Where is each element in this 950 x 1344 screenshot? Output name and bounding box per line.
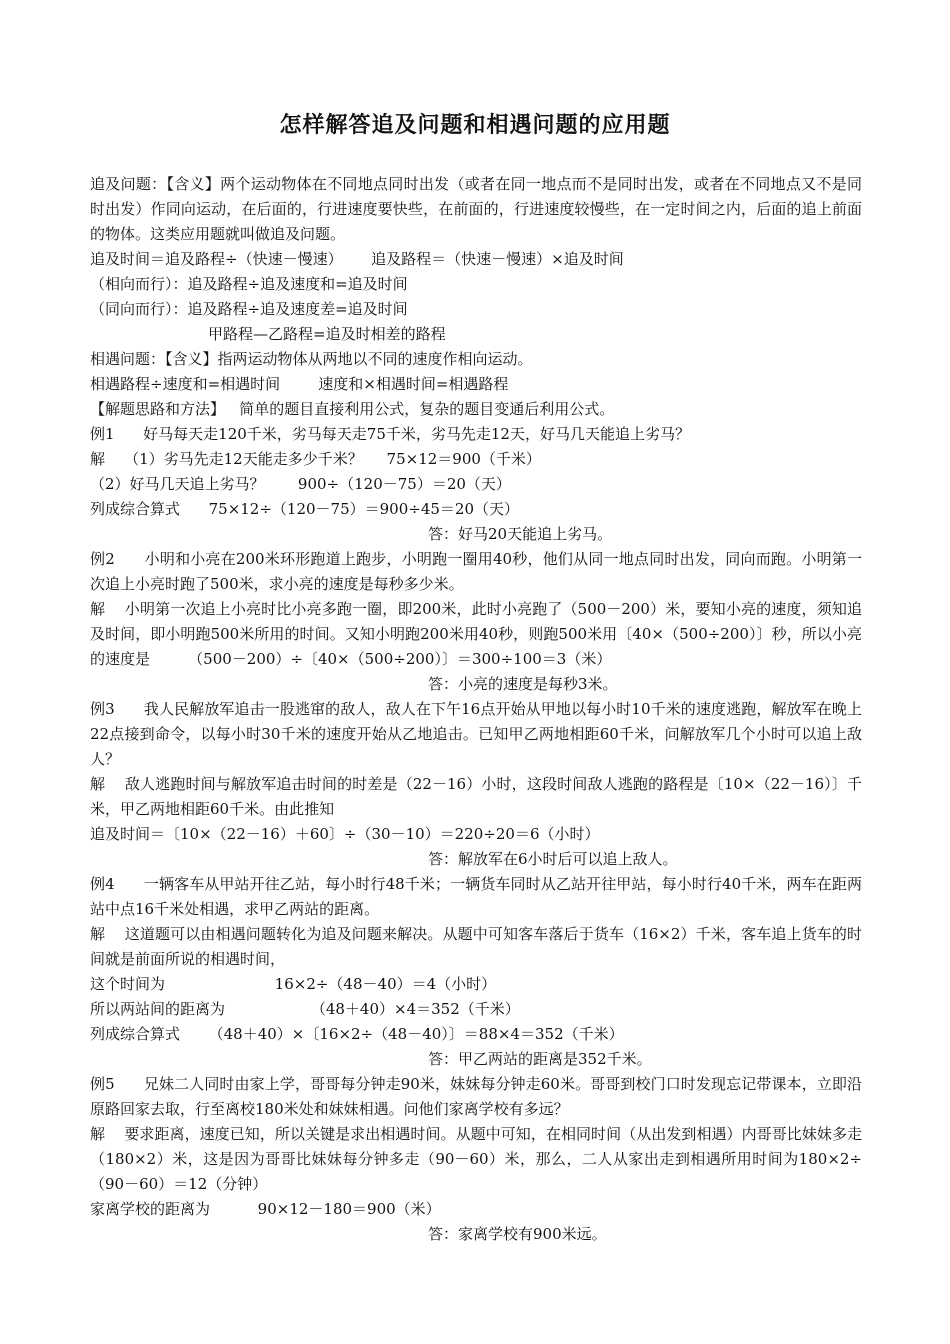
example-4-question: 例4 一辆客车从甲站开往乙站，每小时行48千米；一辆货车同时从乙站开往甲站，每小时行40千米，两车在距两站中点16千米处相遇，求甲乙两站的距离。 [90,875,862,918]
paragraph-chase-definition: 追及问题：【含义】两个运动物体在不同地点同时出发（或者在同一地点而不是同时出发，或者在不同地点又不是同时出发）作同向运动，在后面的，行进速度要快些，在前面的，行进速度较慢些，在一定时间之内，后面的追上前面的物体。这类应用题就叫做追及问题。 [90,175,862,243]
formula-distance-difference: 甲路程—乙路程=追及时相差的路程 [208,325,446,343]
example-3-solution: 解 敌人逃跑时间与解放军追击时间的时差是（22－16）小时，这段时间敌人逃跑的路程是〔10×（22－16）〕千米，甲乙两地相距60千米。由此推知 [90,775,862,818]
example-4-step-1: 这个时间为 16×2÷（48－40）＝4（小时） [90,975,497,993]
example-2-answer: 答：小亮的速度是每秒3米。 [428,675,618,693]
formula-opposite-direction: （相向而行）：追及路程÷追及速度和=追及时间 [90,275,408,293]
document-title: 怎样解答追及问题和相遇问题的应用题 [279,113,671,138]
formula-chase-time: 追及时间＝追及路程÷（快速－慢速） 追及路程＝（快速－慢速）×追及时间 [90,250,624,268]
document-body [90,172,862,1247]
formula-meet-time: 相遇路程÷速度和=相遇时间 速度和×相遇时间=相遇路程 [90,375,509,393]
example-3-answer: 答：解放军在6小时后可以追上敌人。 [428,850,678,868]
example-2-question: 例2 小明和小亮在200米环形跑道上跑步，小明跑一圈用40秒，他们从同一地点同时出发，同向而跑。小明第一次追上小亮时跑了500米，求小亮的速度是每秒多少米。 [90,550,862,593]
example-4-formula: 列成综合算式 （48＋40）×〔16×2÷（48－40）〕＝88×4＝352（千米） [90,1025,624,1043]
example-3-formula: 追及时间＝〔10×（22－16）＋60〕÷（30－10）＝220÷20＝6（小时） [90,825,600,843]
example-4-answer: 答：甲乙两站的距离是352千米。 [428,1050,652,1068]
example-1-formula: 列成综合算式 75×12÷（120－75）＝900÷45＝20（天） [90,500,520,518]
paragraph-meet-definition: 相遇问题：【含义】指两运动物体从两地以不同的速度作相向运动。 [90,350,533,368]
example-1-step-1: 解 （1）劣马先走12天能走多少千米？ 75×12＝900（千米） [90,450,541,468]
example-3-question: 例3 我人民解放军追击一股逃窜的敌人，敌人在下午16点开始从甲地以每小时10千米的速度逃跑，解放军在晚上22点接到命令，以每小时30千米的速度开始从乙地追击。已知甲乙两地相距60千米，问解放军几个小时可以追上敌人？ [90,700,862,768]
example-1-question: 例1 好马每天走120千米，劣马每天走75千米，劣马先走12天，好马几天能追上劣马？ [90,425,690,443]
example-5-question: 例5 兄妹二人同时由家上学，哥哥每分钟走90米，妹妹每分钟走60米。哥哥到校门口时发现忘记带课本，立即沿原路回家去取，行至离校180米处和妹妹相遇。问他们家离学校有多远？ [90,1075,862,1118]
formula-same-direction: （同向而行）：追及路程÷追及速度差=追及时间 [90,300,408,318]
example-1-step-2: （2）好马几天追上劣马？ 900÷（120－75）＝20（天） [90,475,511,493]
example-5-formula: 家离学校的距离为 90×12－180＝900（米） [90,1200,441,1218]
example-5-solution: 解 要求距离，速度已知，所以关键是求出相遇时间。从题中可知，在相同时间（从出发到相遇）内哥哥比妹妹多走（180×2）米，这是因为哥哥比妹妹每分钟多走（90－60）米，那么，二人从家出走到相遇所用时间为180×2÷（90－60）＝12（分钟） [90,1125,862,1193]
example-5-answer: 答：家离学校有900米远。 [428,1225,607,1243]
example-4-solution: 解 这道题可以由相遇问题转化为追及问题来解决。从题中可知客车落后于货车（16×2）千米，客车追上货车的时间就是前面所说的相遇时间， [90,925,862,968]
paragraph-method: 【解题思路和方法】 简单的题目直接利用公式，复杂的题目变通后利用公式。 [90,400,615,418]
example-2-solution: 解 小明第一次追上小亮时比小亮多跑一圈，即200米，此时小亮跑了（500－200）米，要知小亮的速度，须知追及时间，即小明跑500米所用的时间。又知小明跑200米用40秒，则跑500米用〔40×（500÷200）〕秒，所以小亮的速度是 （500－200）÷〔40×（500÷200）〕＝300÷100＝3（米） [90,600,862,668]
example-1-answer: 答：好马20天能追上劣马。 [428,525,613,543]
example-4-step-2: 所以两站间的距离为 （48＋40）×4＝352（千米） [90,1000,520,1018]
